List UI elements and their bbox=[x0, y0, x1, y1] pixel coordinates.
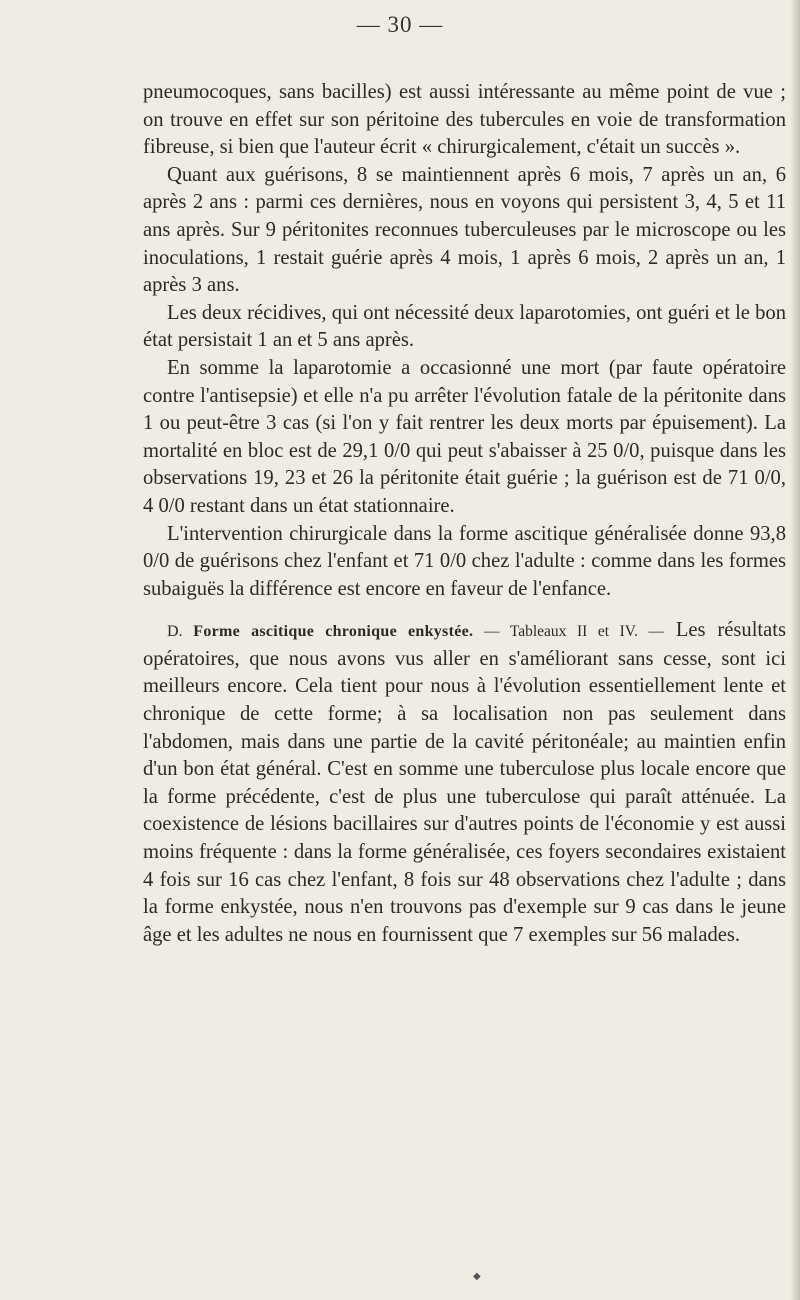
paragraph-1: pneumocoques, sans bacilles) est aussi intéressante au même point de vue ; on trouve en effet sur son péritoine des tubercules en voie de transformation fibreuse, si bien que l'auteur écrit « chirurgicalement, c'était un succès ». bbox=[143, 81, 786, 159]
paragraph-5: L'intervention chirurgicale dans la forme ascitique généralisée donne 93,8 0/0 de guérisons chez l'enfant et 71 0/0 chez l'adulte : comme dans les formes subaiguës la différence est encore en faveur de l'enfance. bbox=[143, 522, 786, 600]
body-text bbox=[143, 79, 786, 949]
page-number: — 30 — bbox=[356, 12, 444, 37]
paragraph-4: En somme la laparotomie a occasionné une mort (par faute opératoire contre l'antisepsie) et elle n'a pu arrêter l'évolution fatale de la péritonite dans 1 ou peut-être 3 cas (si l'on y fait rentrer les deux morts par épuisement). La mortalité en bloc est de 29,1 0/0 qui peut s'abaisser à 25 0/0, puisque dans les observations 19, 23 et 26 la péritonite était guérie ; la guérison est de 71 0/0, 4 0/0 restant dans un état stationnaire. bbox=[143, 356, 786, 517]
paragraph-2: Quant aux guérisons, 8 se maintiennent après 6 mois, 7 après un an, 6 après 2 ans : parmi ces dernières, nous en voyons qui persistent 3, 4, 5 et 11 ans après. Sur 9 péritonites reconnues tuberculeuses par le microscope ou les inoculations, 1 restait guérie après 4 mois, 1 après 6 mois, 2 après un an, 1 après 3 ans. bbox=[143, 163, 786, 297]
paragraph-3: Les deux récidives, qui ont nécessité deux laparotomies, ont guéri et le bon état persistait 1 an et 5 ans après. bbox=[143, 301, 786, 352]
section-d-title: Forme ascitique chronique enkystée. bbox=[193, 623, 474, 641]
page-mark-icon: ◆ bbox=[473, 1271, 481, 1282]
section-d-reference: — Tableaux II et IV. — bbox=[484, 623, 664, 641]
section-d bbox=[143, 617, 786, 949]
section-d-prefix: D. bbox=[167, 623, 183, 641]
section-d-heading bbox=[167, 623, 664, 640]
section-d-text: Les résultats opératoires, que nous avons vus aller en s'améliorant sans cesse, sont ici meilleurs encore. Cela tient pour nous à l'évolution essentiellement lente et chronique de cette forme; à sa localisation non pas seulement dans l'abdomen, mais dans une partie de la cavité péritonéale; au maintien enfin d'un bon état général. C'est en somme une tuberculose plus locale encore que la forme précédente, c'est de plus une tuberculose qui paraît atténuée. La coexistence de lésions bacillaires sur d'autres points de l'économie y est aussi moins fréquente : dans la forme généralisée, ces foyers secondaires existaient 4 fois sur 16 cas chez l'enfant, 8 fois sur 48 observations chez l'adulte ; dans la forme enkystée, nous n'en trouvons pas d'exemple sur 9 cas dans le jeune âge et les adultes ne nous en fournissent que 7 exemples sur 56 malades. bbox=[143, 619, 787, 946]
page-edge-shadow bbox=[790, 0, 800, 1300]
